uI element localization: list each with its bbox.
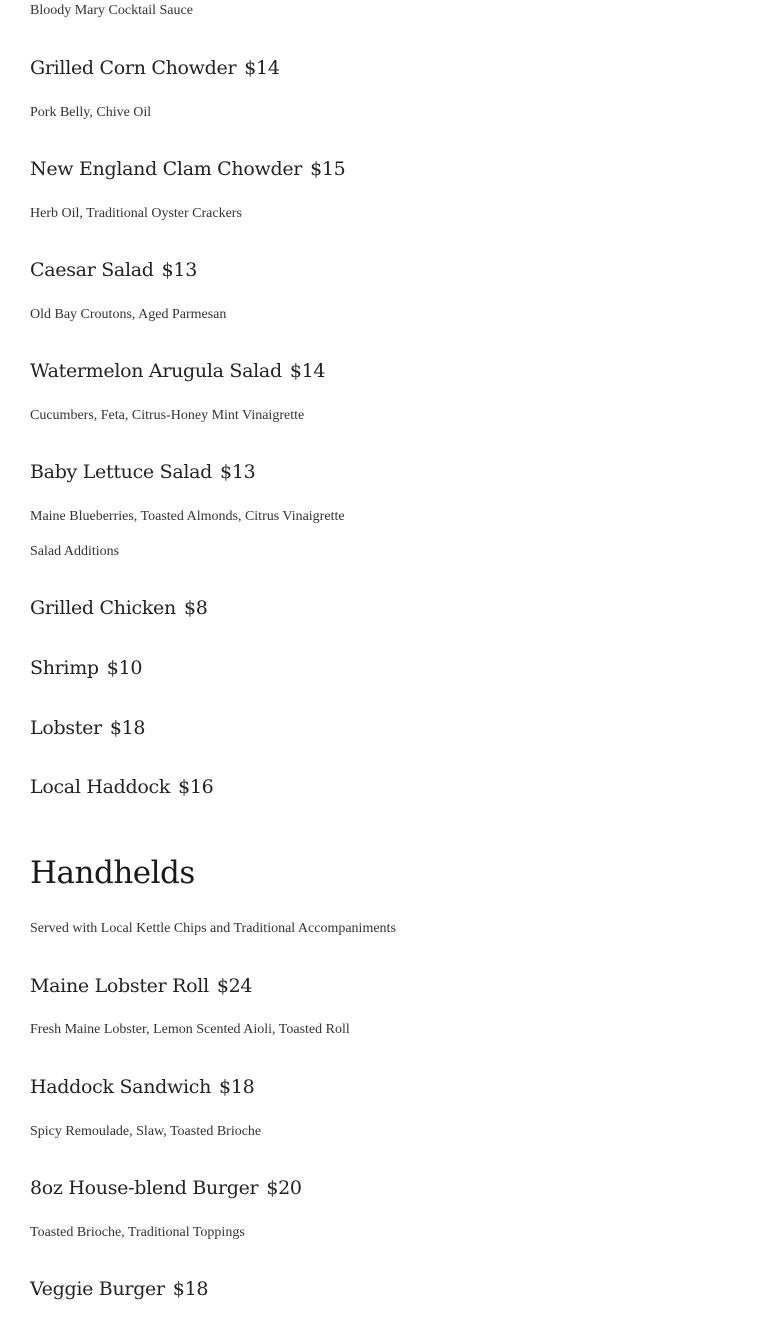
- item-price: $20: [266, 1177, 302, 1199]
- menu-item-title: [30, 55, 280, 81]
- menu-item-title: [30, 459, 255, 485]
- item-price: $8: [183, 597, 208, 619]
- section-subtitle: Served with Local Kettle Chips and Traditional Accompaniments: [30, 921, 396, 936]
- menu-item-title: [30, 774, 213, 800]
- item-name: Local Haddock: [30, 776, 171, 798]
- item-price: $14: [289, 360, 326, 382]
- item-name: 8oz House-blend Burger: [30, 1177, 259, 1199]
- menu-item-title: [30, 358, 325, 384]
- item-price: $15: [310, 158, 346, 180]
- item-name: Baby Lettuce Salad: [30, 461, 213, 483]
- item-name: Veggie Burger: [30, 1278, 165, 1300]
- menu-item-title: [30, 1175, 302, 1201]
- item-name: Maine Lobster Roll: [30, 975, 209, 997]
- menu-item-title: [30, 1276, 208, 1302]
- item-price: $18: [172, 1278, 209, 1300]
- item-name: Grilled Corn Chowder: [30, 57, 237, 79]
- item-name: New England Clam Chowder: [30, 158, 303, 180]
- menu-item-title: [30, 715, 145, 741]
- item-description: Fresh Maine Lobster, Lemon Scented Aioli, Toasted Roll: [30, 1022, 350, 1037]
- item-name: Grilled Chicken: [30, 597, 176, 619]
- item-price: $18: [219, 1076, 255, 1098]
- item-price: $16: [178, 776, 214, 798]
- menu-item-title: [30, 1074, 254, 1100]
- item-description: Bloody Mary Cocktail Sauce: [30, 3, 193, 18]
- item-price: $14: [244, 57, 280, 79]
- item-name: Watermelon Arugula Salad: [30, 360, 282, 382]
- menu-item-title: [30, 655, 142, 681]
- item-description: Old Bay Croutons, Aged Parmesan: [30, 307, 227, 322]
- item-price: $24: [216, 975, 253, 997]
- item-name: Shrimp: [30, 657, 99, 679]
- salad-additions-label: Salad Additions: [30, 544, 120, 559]
- item-description: Herb Oil, Traditional Oyster Crackers: [30, 206, 242, 221]
- item-price: $13: [161, 259, 197, 281]
- item-price: $13: [220, 461, 256, 483]
- item-description: Cucumbers, Feta, Citrus-Honey Mint Vinaigrette: [30, 408, 305, 423]
- menu-item-title: [30, 595, 208, 621]
- item-price: $10: [106, 657, 143, 679]
- item-price: $18: [109, 717, 146, 739]
- item-name: Lobster: [30, 717, 102, 739]
- menu-item-title: [30, 156, 345, 182]
- item-description: Pork Belly, Chive Oil: [30, 105, 152, 120]
- menu-item-title: [30, 257, 197, 283]
- section-heading-handhelds: Handhelds: [30, 855, 195, 891]
- item-name: Caesar Salad: [30, 259, 154, 281]
- item-description: Toasted Brioche, Traditional Toppings: [30, 1225, 245, 1240]
- menu-item-title: [30, 973, 252, 999]
- item-description: Maine Blueberries, Toasted Almonds, Citrus Vinaigrette: [30, 509, 345, 524]
- item-description: Spicy Remoulade, Slaw, Toasted Brioche: [30, 1124, 262, 1139]
- item-name: Haddock Sandwich: [30, 1076, 212, 1098]
